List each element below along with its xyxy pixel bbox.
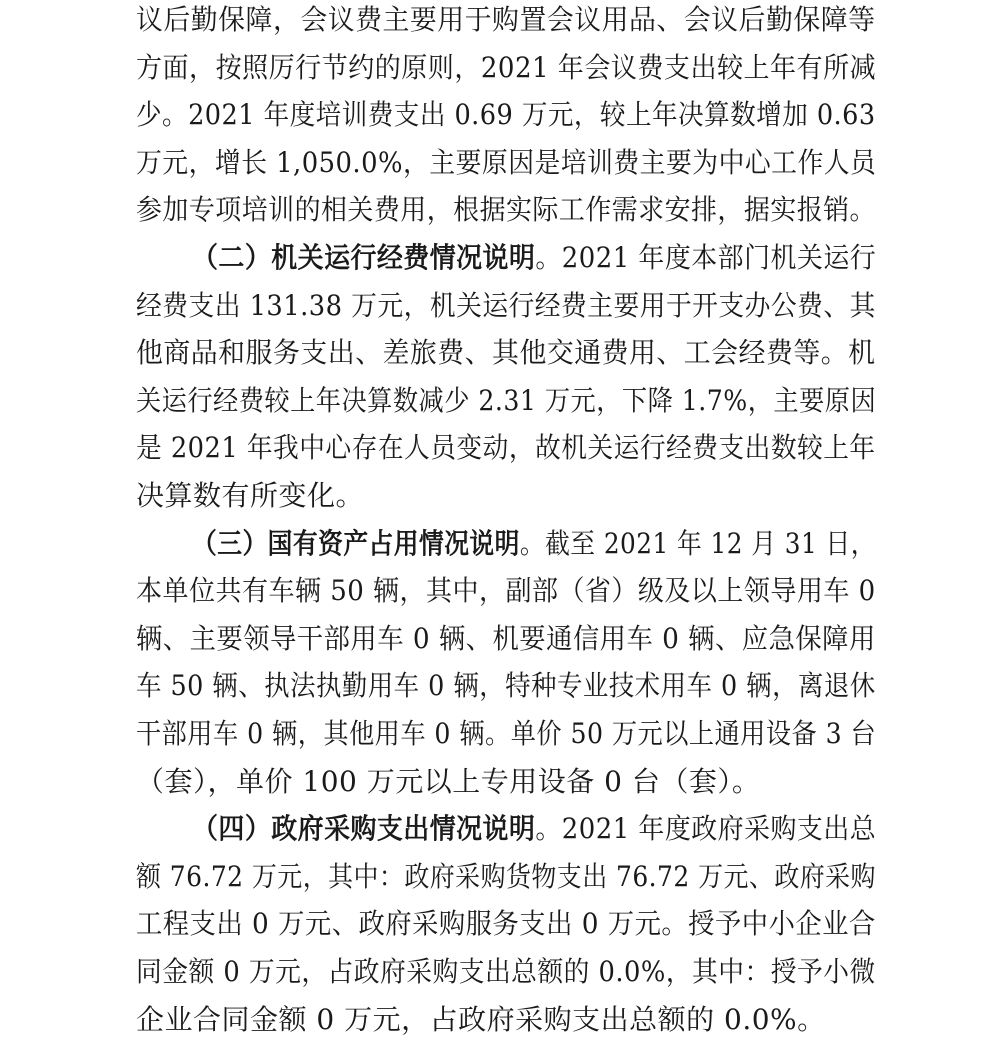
line-text: 企业合同金额 0 万元，占政府采购支出总额的 0.0%。 [136, 1002, 826, 1036]
line-text: 是 2021 年我中心存在人员变动，故机关运行经费支出数较上年 [136, 431, 876, 465]
line-text: 。截至 2021 年 12 月 31 日， [519, 526, 876, 560]
paragraph-line [136, 143, 876, 183]
paragraph-line [136, 381, 876, 421]
paragraph-line [136, 95, 876, 135]
section-heading: （三）国有资产占用情况说明 [192, 526, 520, 560]
line-text: 少。2021 年度培训费支出 0.69 万元，较上年决算数增加 0.63 [136, 98, 876, 132]
paragraph-line [136, 1000, 826, 1040]
paragraph-line [136, 952, 876, 992]
paragraph-line [136, 714, 876, 754]
paragraph-line [136, 762, 760, 802]
line-text: 额 76.72 万元，其中：政府采购货物支出 76.72 万元、政府采购 [136, 859, 876, 893]
line-text: 本单位共有车辆 50 辆，其中，副部（省）级及以上领导用车 0 [136, 574, 876, 608]
paragraph-line [136, 857, 876, 897]
line-text: 方面，按照厉行节约的原则，2021 年会议费支出较上年有所减 [136, 50, 877, 84]
section-heading-line [192, 809, 876, 849]
paragraph-line [136, 333, 876, 373]
section-heading-line [192, 524, 876, 564]
paragraph-line [136, 48, 876, 88]
line-text: 。2021 年度政府采购支出总 [535, 812, 877, 846]
paragraph-line [136, 571, 876, 611]
line-text: 工程支出 0 万元、政府采购服务支出 0 万元。授予中小企业合 [136, 907, 876, 941]
line-text: 同金额 0 万元，占政府采购支出总额的 0.0%，其中：授予小微 [136, 955, 876, 988]
section-heading-line [192, 238, 876, 278]
line-text: 关运行经费较上年决算数减少 2.31 万元，下降 1.7%，主要原因 [136, 383, 877, 417]
line-text: 辆、主要领导干部用车 0 辆、机要通信用车 0 辆、应急保障用 [136, 621, 876, 655]
paragraph-line [136, 619, 876, 659]
paragraph-line [136, 428, 876, 468]
line-text: 万元，增长 1,050.0%，主要原因是培训费主要为中心工作人员 [136, 145, 877, 179]
paragraph-line [136, 904, 876, 944]
paragraph-line [136, 0, 876, 40]
line-text: （套），单价 100 万元以上专用设备 0 台（套）。 [136, 764, 761, 798]
paragraph-line [136, 476, 364, 516]
line-text: 。2021 年度本部门机关运行 [535, 241, 877, 274]
line-text: 决算数有所变化。 [136, 479, 365, 512]
line-text: 车 50 辆、执法执勤用车 0 辆，特种专业技术用车 0 辆，离退休 [136, 669, 876, 703]
paragraph-line [136, 286, 876, 326]
section-heading: （二）机关运行经费情况说明 [192, 241, 536, 274]
line-text: 参加专项培训的相关费用，根据实际工作需求安排，据实报销。 [136, 193, 876, 227]
paragraph-line [136, 190, 876, 230]
line-text: 干部用车 0 辆，其他用车 0 辆。单价 50 万元以上通用设备 3 台 [136, 717, 877, 750]
section-heading: （四）政府采购支出情况说明 [192, 812, 536, 846]
line-text: 议后勤保障，会议费主要用于购置会议用品、会议后勤保障等 [136, 3, 876, 36]
line-text: 经费支出 131.38 万元，机关运行经费主要用于开支办公费、其 [136, 288, 876, 322]
line-text: 他商品和服务支出、差旅费、其他交通费用、工会经费等。机 [136, 336, 876, 370]
paragraph-line [136, 666, 876, 706]
